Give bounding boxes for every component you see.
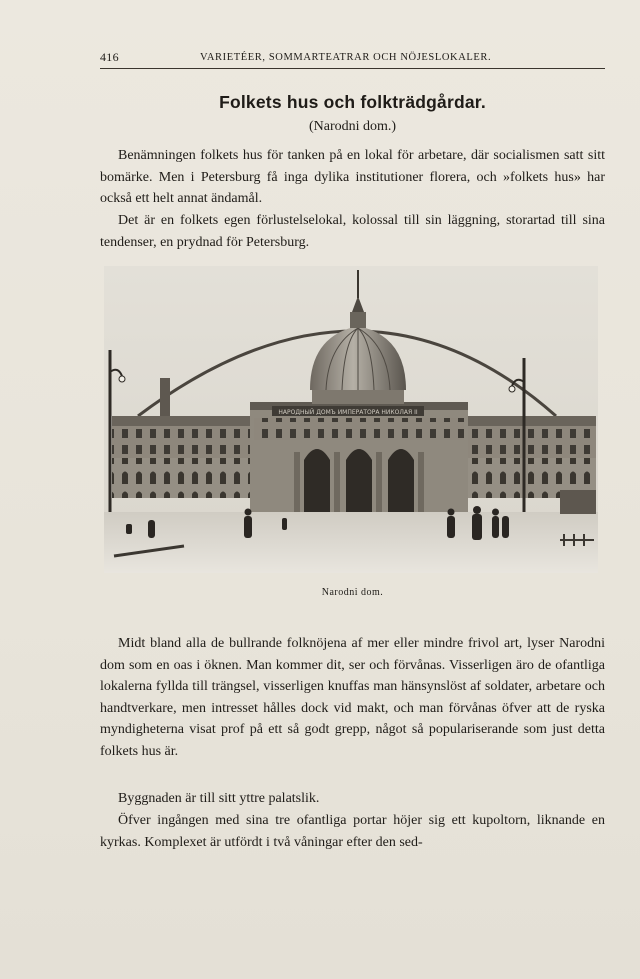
figure-caption: Narodni dom. bbox=[321, 587, 384, 598]
paragraph: Benämningen folkets hus för tanken på en lokal för arbetare, där socialismen satt sitt bomärke. Men i Petersburg få inga dylika institutioner florera, och »folkets hus» har också ett helt annat ändamål. bbox=[100, 148, 605, 206]
running-title: VARIETÉER, SOMMARTEATRAR OCH NÖJESLOKALER. bbox=[200, 52, 492, 63]
article-title: Folkets hus och folkträdgårdar. bbox=[219, 92, 486, 112]
running-head bbox=[100, 48, 605, 69]
paragraph: Midt bland alla de bullrande folknöjena af mer eller mindre frivol art, lyser Narodni dom som en oas i öknen. Man kommer dit, ser och förvånas. Visserligen äro de ofantliga lokalerna fyllda till trängsel, visserligen knuffas man hänsynslöst af soldater, arbetare och handtverkare, men intresset hålles dock vid makt, och man förvånas öfver att de ryska myndigheterna visat prof på ett så godt grepp, något så populariserande som just detta folkets hus är. bbox=[100, 636, 605, 759]
article-subtitle: (Narodni dom.) bbox=[308, 119, 397, 134]
paragraph: Byggnaden är till sitt yttre palatslik. bbox=[118, 791, 320, 806]
building-photograph bbox=[104, 266, 598, 573]
facade-banner: НАРОДНЫЙ ДОМЪ ИМПЕРАТОРА НИКОЛАЯ II bbox=[278, 409, 418, 416]
paragraph: Öfver ingången med sina tre ofantliga portar höjer sig ett kupoltorn, liknande en kyrkas. Komplexet är utfördt i två våningar efter den sed- bbox=[100, 813, 605, 850]
page-number: 416 bbox=[100, 50, 119, 64]
paragraph: Det är en folkets egen förlustelselokal, kolossal till sin läggning, storartad till sina tendenser, en prydnad för Petersburg. bbox=[100, 213, 605, 250]
